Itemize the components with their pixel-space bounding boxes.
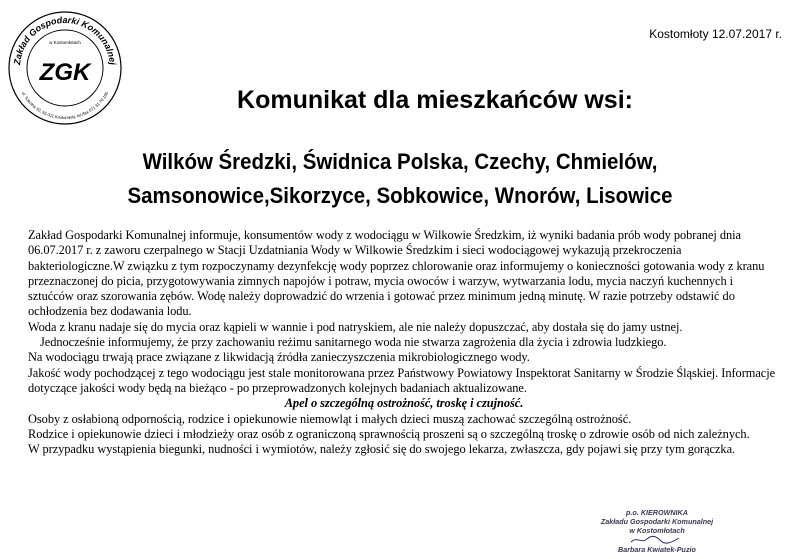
- stamp-ring-sub: w Kostomłotach: [49, 40, 81, 45]
- appeal-heading: Apel o szczególną ostrożność, troskę i czujność.: [284, 396, 524, 411]
- signature-org: Zakładu Gospodarki Komunalnej: [600, 517, 714, 526]
- paragraph-monitoring: Jakość wody pochodzącej z tego wodociągu jest stale monitorowana przez Państwowy Powiatowy Inspektorat Sanitarny w Środzie Śląskiej. Informacje dotyczące jakości wody będą na bieżąco - po przeprowadzonych kolejnych badaniach aktualizowane.: [28, 365, 776, 395]
- page-title: Komunikat dla mieszkańców wsi:: [237, 86, 633, 114]
- village-list-line-1: Wilków Średzki, Świdnica Polska, Czechy, Chmielów,: [142, 149, 658, 174]
- paragraph-no-threat: Jednocześnie informujemy, że przy zachowaniu reżimu sanitarnego woda nie stwarza zagrożenia dla życia i zdrowia ludzkiego.: [40, 335, 667, 350]
- document-date: Kostomłoty 12.07.2017 r.: [649, 27, 782, 41]
- paragraph-repair-work: Na wodociągu trwają prace związane z likwidacją źródła zanieczyszczenia mikrobiologicznego wody.: [28, 350, 530, 365]
- stamp-ring-bottom: ul. Szkolna 10, 55-311 Kostomłoty, tel./fax 071 31 70 105: [20, 90, 110, 121]
- paragraph-vulnerable: Osoby z osłabioną odpornością, rodzice i opiekunowie niemowląt i małych dzieci muszą zachować szczególną ostrożność.: [28, 411, 632, 426]
- stamp-ring-top: Zakład Gospodarki Komunalnej: [12, 14, 118, 66]
- signature-title: p.o. KIEROWNIKA: [626, 508, 688, 517]
- handwritten-signature: [627, 535, 687, 545]
- announcement-body: [28, 228, 780, 457]
- village-list: [28, 145, 772, 213]
- signature-name: Barbara Kwiatek-Puzio: [618, 545, 696, 554]
- paragraph-test-results: Zakład Gospodarki Komunalnej informuje, konsumentów wody z wodociągu w Wilkowie Średzkim, iż wyniki badania prób wody pobranej dnia 06.07.2017 r. z zaworu czerpalnego w Stacji Uzdatniania Wody w Wilkowie Średzkim i sieci wodociągowej wykazują przekroczenia bakteriologiczne.W związku z tym rozpoczynamy dezynfekcję wody poprzez chlorowanie oraz informujemy o konieczności gotowania wody z kranu przeznaczonej do picia, przygotowywania zimnych napojów i potraw, mycia owoców i warzyw, wytwarzania lodu, mycia naczyń kuchennych i sztućców oraz szorowania zębów. Wodę należy doprowadzić do wrzenia i gotować przez minimum jedną minutę. W razie potrzeby odstawić do ochłodzenia bez dodawania lodu.: [28, 228, 765, 319]
- stamp-monogram: ZGK: [39, 59, 91, 86]
- signature-block: [592, 508, 722, 554]
- village-list-line-2: Samsonowice,Sikorzyce, Sobkowice, Wnorów, Lisowice: [127, 183, 673, 208]
- paragraph-bathing: Woda z kranu nadaje się do mycia oraz kąpieli w wannie i pod natryskiem, ale nie należy dopuszczać, aby dostała się do jamy ustnej.: [28, 319, 683, 334]
- signature-location: w Kostomłotach: [629, 526, 685, 535]
- paragraph-caregivers: Rodzice i opiekunowie dzieci i młodzieży oraz osób z ograniczoną sprawnością proszeni są o szczególną troskę o zdrowie osób od nich zależnych.: [28, 426, 750, 441]
- paragraph-symptoms: W przypadku wystąpienia biegunki, nudności i wymiotów, należy zgłosić się do swojego lekarza, zwłaszcza, gdy pojawi się przy tym gorączka.: [28, 442, 736, 457]
